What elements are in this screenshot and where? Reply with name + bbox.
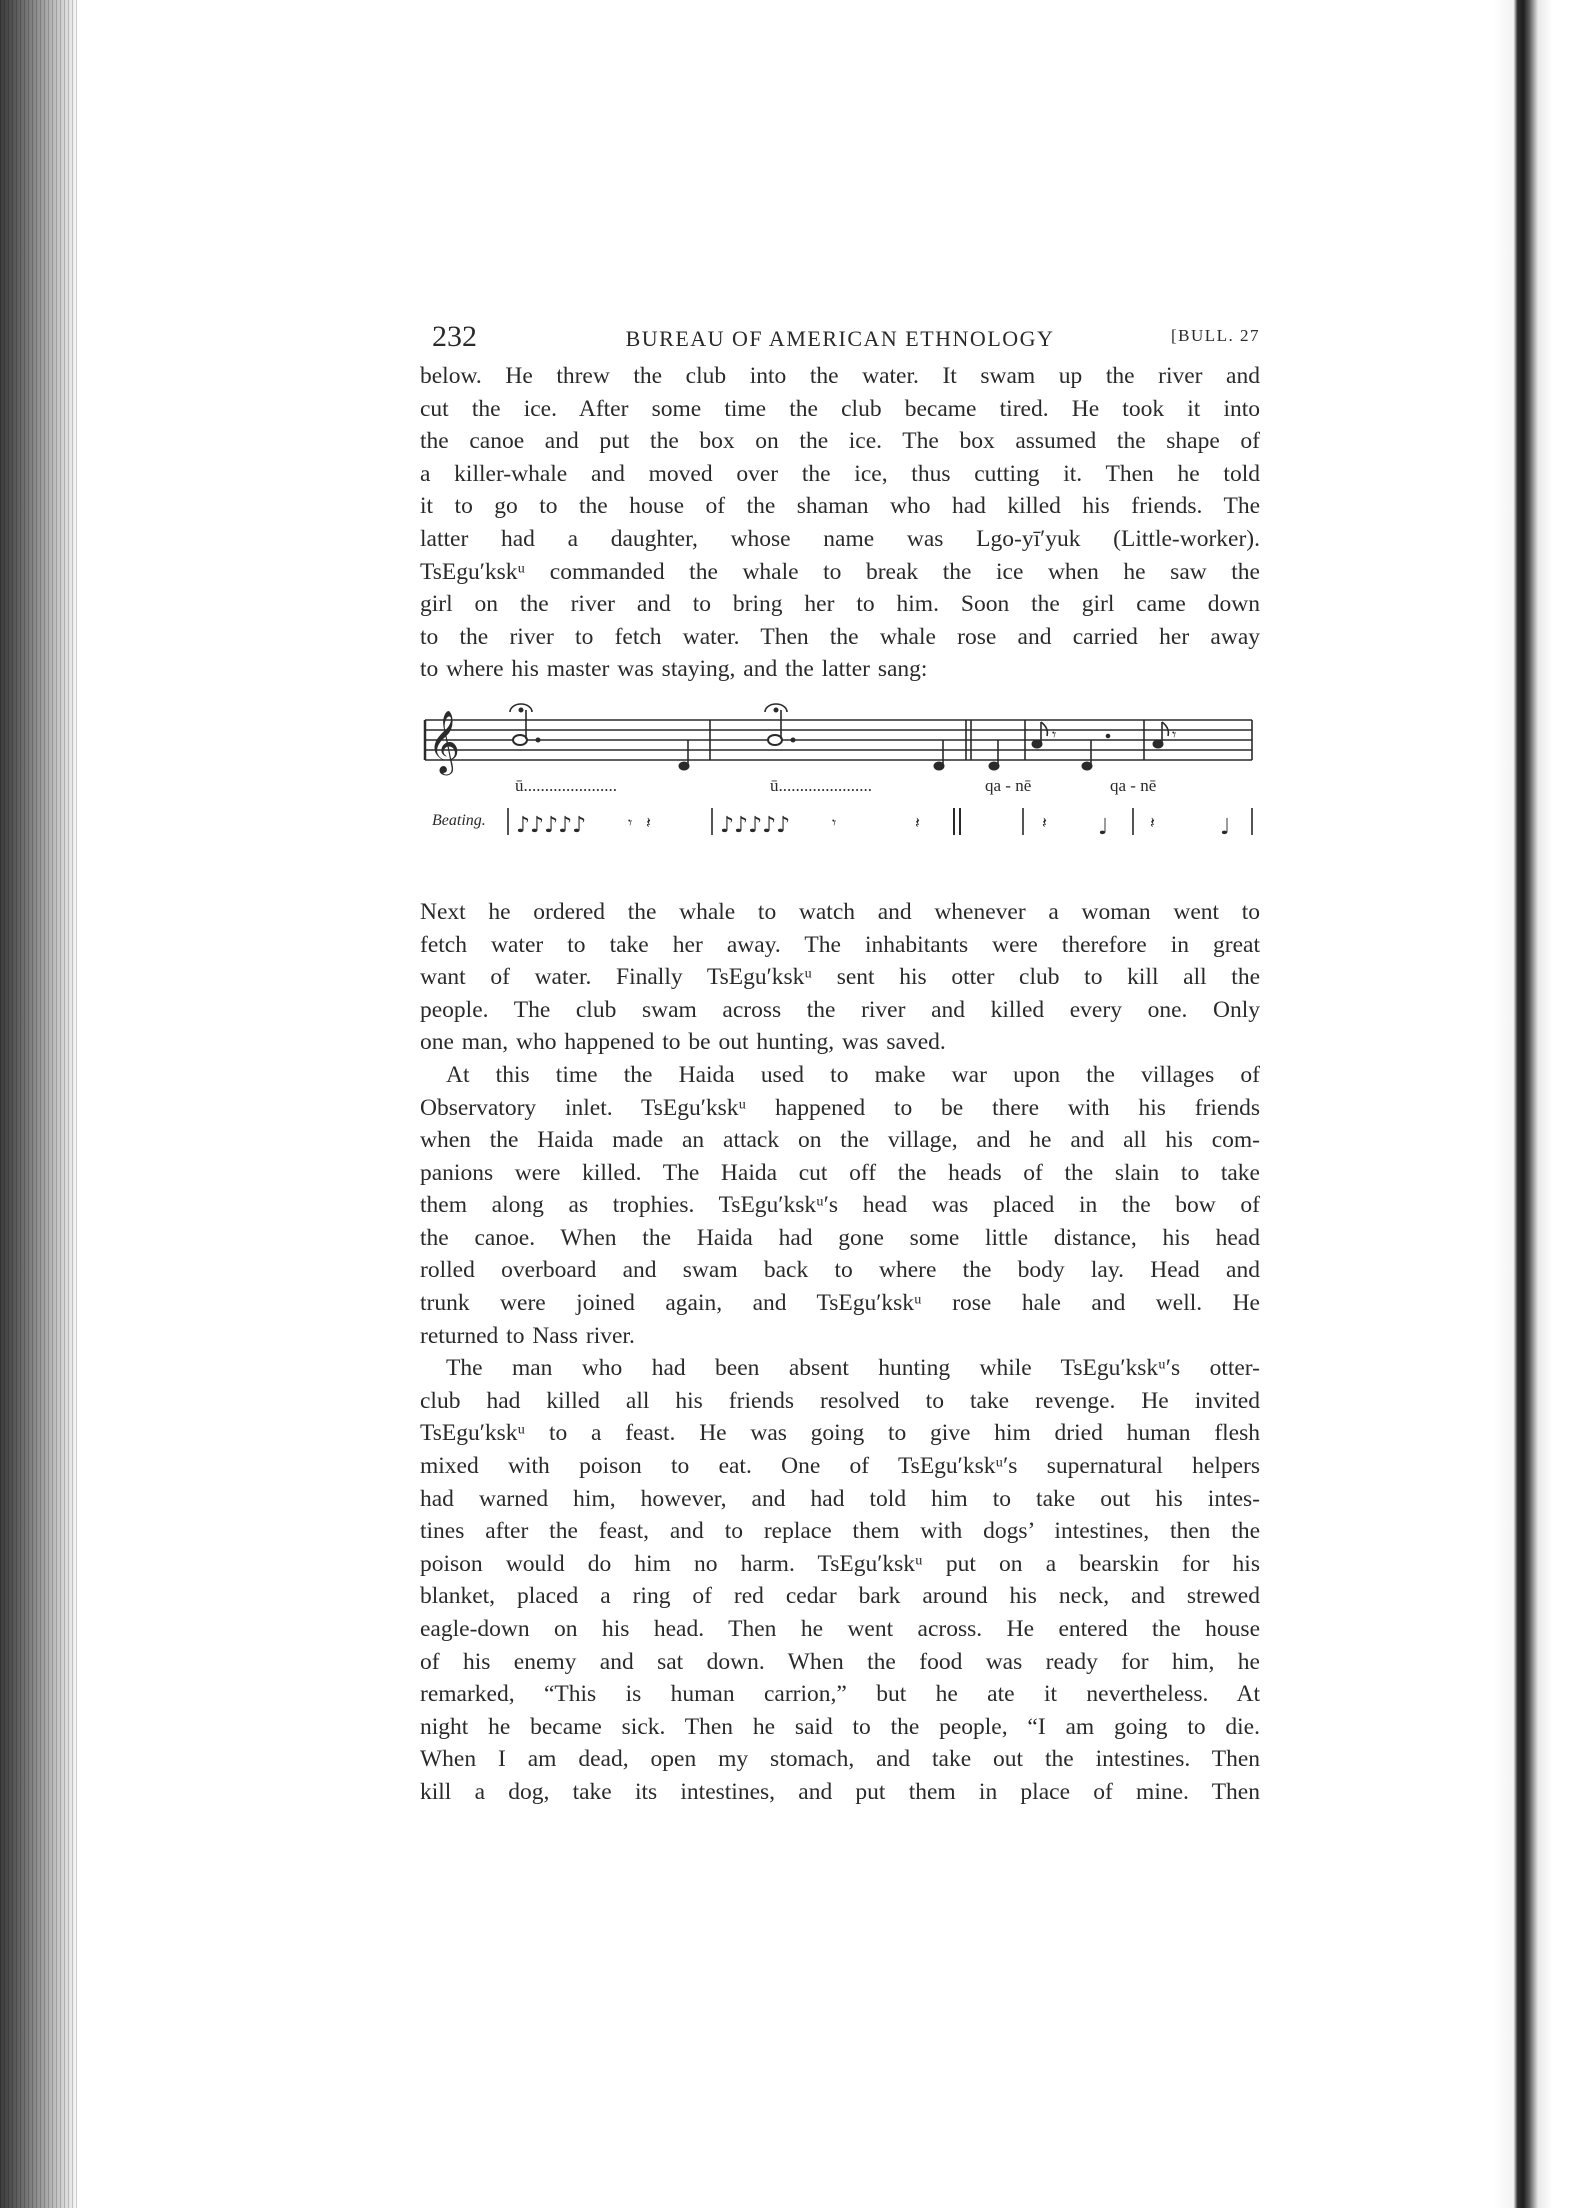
text-line: to where his master was staying, and the latter sang: xyxy=(420,656,928,683)
text-line: When I am dead, open my stomach, and take out the intestines. Then xyxy=(420,1746,1260,1773)
text-line: when the Haida made an attack on the village, and he and all his com- xyxy=(420,1127,1260,1154)
music-notation xyxy=(420,700,1260,880)
lyric-text: ū...................... xyxy=(515,775,617,795)
text-line: club had killed all his friends resolved to take revenge. He invited xyxy=(420,1387,1260,1414)
svg-text:♩: ♩ xyxy=(1098,814,1109,840)
page-number: 232 xyxy=(432,320,477,353)
svg-text:𝄽: 𝄽 xyxy=(1042,812,1047,832)
text-line: rolled overboard and swam back to where the body lay. Head and xyxy=(420,1257,1260,1284)
book-page xyxy=(420,320,1260,1809)
text-line: cut the ice. After some time the club became tired. He took it into xyxy=(420,395,1260,422)
text-line: people. The club swam across the river and killed every one. Only xyxy=(420,996,1260,1023)
text-line: TsEgu′kskᵘ to a feast. He was going to give him dried human flesh xyxy=(420,1420,1260,1447)
text-line: to the river to fetch water. Then the whale rose and carried her away xyxy=(420,623,1260,650)
paragraph-2 xyxy=(420,896,1260,1059)
text-line: a killer-whale and moved over the ice, thus cutting it. Then he told xyxy=(420,460,1260,487)
text-line: panions were killed. The Haida cut off the heads of the slain to take xyxy=(420,1159,1260,1186)
svg-text:𝄾: 𝄾 xyxy=(1172,726,1177,744)
svg-text:𝄽: 𝄽 xyxy=(915,812,920,832)
text-line: mixed with poison to eat. One of TsEgu′kskᵘ′s supernatural helpers xyxy=(420,1453,1260,1480)
text-line: poison would do him no harm. TsEgu′kskᵘ put on a bearskin for his xyxy=(420,1550,1260,1577)
text-line: returned to Nass river. xyxy=(420,1322,635,1349)
lyric-text: ū...................... xyxy=(770,775,872,795)
text-line: fetch water to take her away. The inhabitants were therefore in great xyxy=(420,931,1260,958)
text-line: want of water. Finally TsEgu′kskᵘ sent his otter club to kill all the xyxy=(420,964,1260,991)
paragraph-4 xyxy=(420,1352,1260,1808)
text-line: TsEgu′kskᵘ commanded the whale to break the ice when he saw the xyxy=(420,558,1260,585)
text-line: them along as trophies. TsEgu′kskᵘ′s head was placed in the bow of xyxy=(420,1192,1260,1219)
text-line: eagle-down on his head. Then he went across. He entered the house xyxy=(420,1616,1260,1642)
svg-text:𝄾: 𝄾 xyxy=(628,812,633,832)
text-line: tines after the feast, and to replace them with dogs’ intestines, then the xyxy=(420,1518,1260,1545)
text-line: Observatory inlet. TsEgu′kskᵘ happened to be there with his friends xyxy=(420,1094,1260,1121)
text-line: the canoe and put the box on the ice. The box assumed the shape of xyxy=(420,428,1260,455)
bulletin-ref: [BULL. 27 xyxy=(1170,326,1260,345)
book-left-edge xyxy=(0,0,78,2208)
text-line: trunk were joined again, and TsEgu′kskᵘ rose hale and well. He xyxy=(420,1290,1260,1317)
text-line: night he became sick. Then he said to the people, “I am going to die. xyxy=(420,1713,1260,1740)
svg-text:𝄽: 𝄽 xyxy=(1150,812,1155,832)
running-head xyxy=(420,320,1260,360)
svg-text:♩: ♩ xyxy=(1220,814,1231,840)
text-line: The man who had been absent hunting while TsEgu′kskᵘ′s otter- xyxy=(446,1355,1260,1382)
svg-text:𝄞: 𝄞 xyxy=(428,709,460,773)
running-title: BUREAU OF AMERICAN ETHNOLOGY xyxy=(625,326,1055,351)
text-line: Next he ordered the whale to watch and whenever a woman went to xyxy=(420,898,1260,925)
text-line: At this time the Haida used to make war upon the villages of xyxy=(446,1061,1260,1088)
svg-text:♪♪♪♪♪: ♪♪♪♪♪ xyxy=(516,812,587,838)
book-right-edge xyxy=(1494,0,1592,2208)
text-line: latter had a daughter, whose name was Lgo-yī′yuk (Little-worker). xyxy=(420,525,1260,552)
lyric-text: qa - nē xyxy=(1110,775,1157,795)
text-line: it to go to the house of the shaman who had killed his friends. The xyxy=(420,493,1260,520)
text-line: the canoe. When the Haida had gone some little distance, his head xyxy=(420,1224,1260,1251)
paragraph-1 xyxy=(420,360,1260,686)
text-line: kill a dog, take its intestines, and put them in place of mine. Then xyxy=(420,1778,1260,1805)
text-line: below. He threw the club into the water. It swam up the river and xyxy=(420,363,1260,389)
text-line: had warned him, however, and had told him to take out his intes- xyxy=(420,1485,1260,1512)
text-line: remarked, “This is human carrion,” but he ate it nevertheless. At xyxy=(420,1681,1260,1708)
text-line: blanket, placed a ring of red cedar bark around his neck, and strewed xyxy=(420,1583,1260,1610)
lyric-text: qa - nē xyxy=(985,775,1032,795)
text-line: girl on the river and to bring her to him. Soon the girl came down xyxy=(420,591,1260,618)
svg-text:𝄾: 𝄾 xyxy=(832,812,837,832)
svg-text:𝄾: 𝄾 xyxy=(1052,726,1057,744)
svg-text:♪♪♪♪♪: ♪♪♪♪♪ xyxy=(720,812,791,838)
paragraph-3 xyxy=(420,1059,1260,1352)
svg-text:𝄽: 𝄽 xyxy=(646,812,651,832)
beating-label: Beating. xyxy=(432,811,486,829)
text-line: one man, who happened to be out hunting, was saved. xyxy=(420,1029,946,1056)
text-line: of his enemy and sat down. When the food was ready for him, he xyxy=(420,1648,1260,1675)
